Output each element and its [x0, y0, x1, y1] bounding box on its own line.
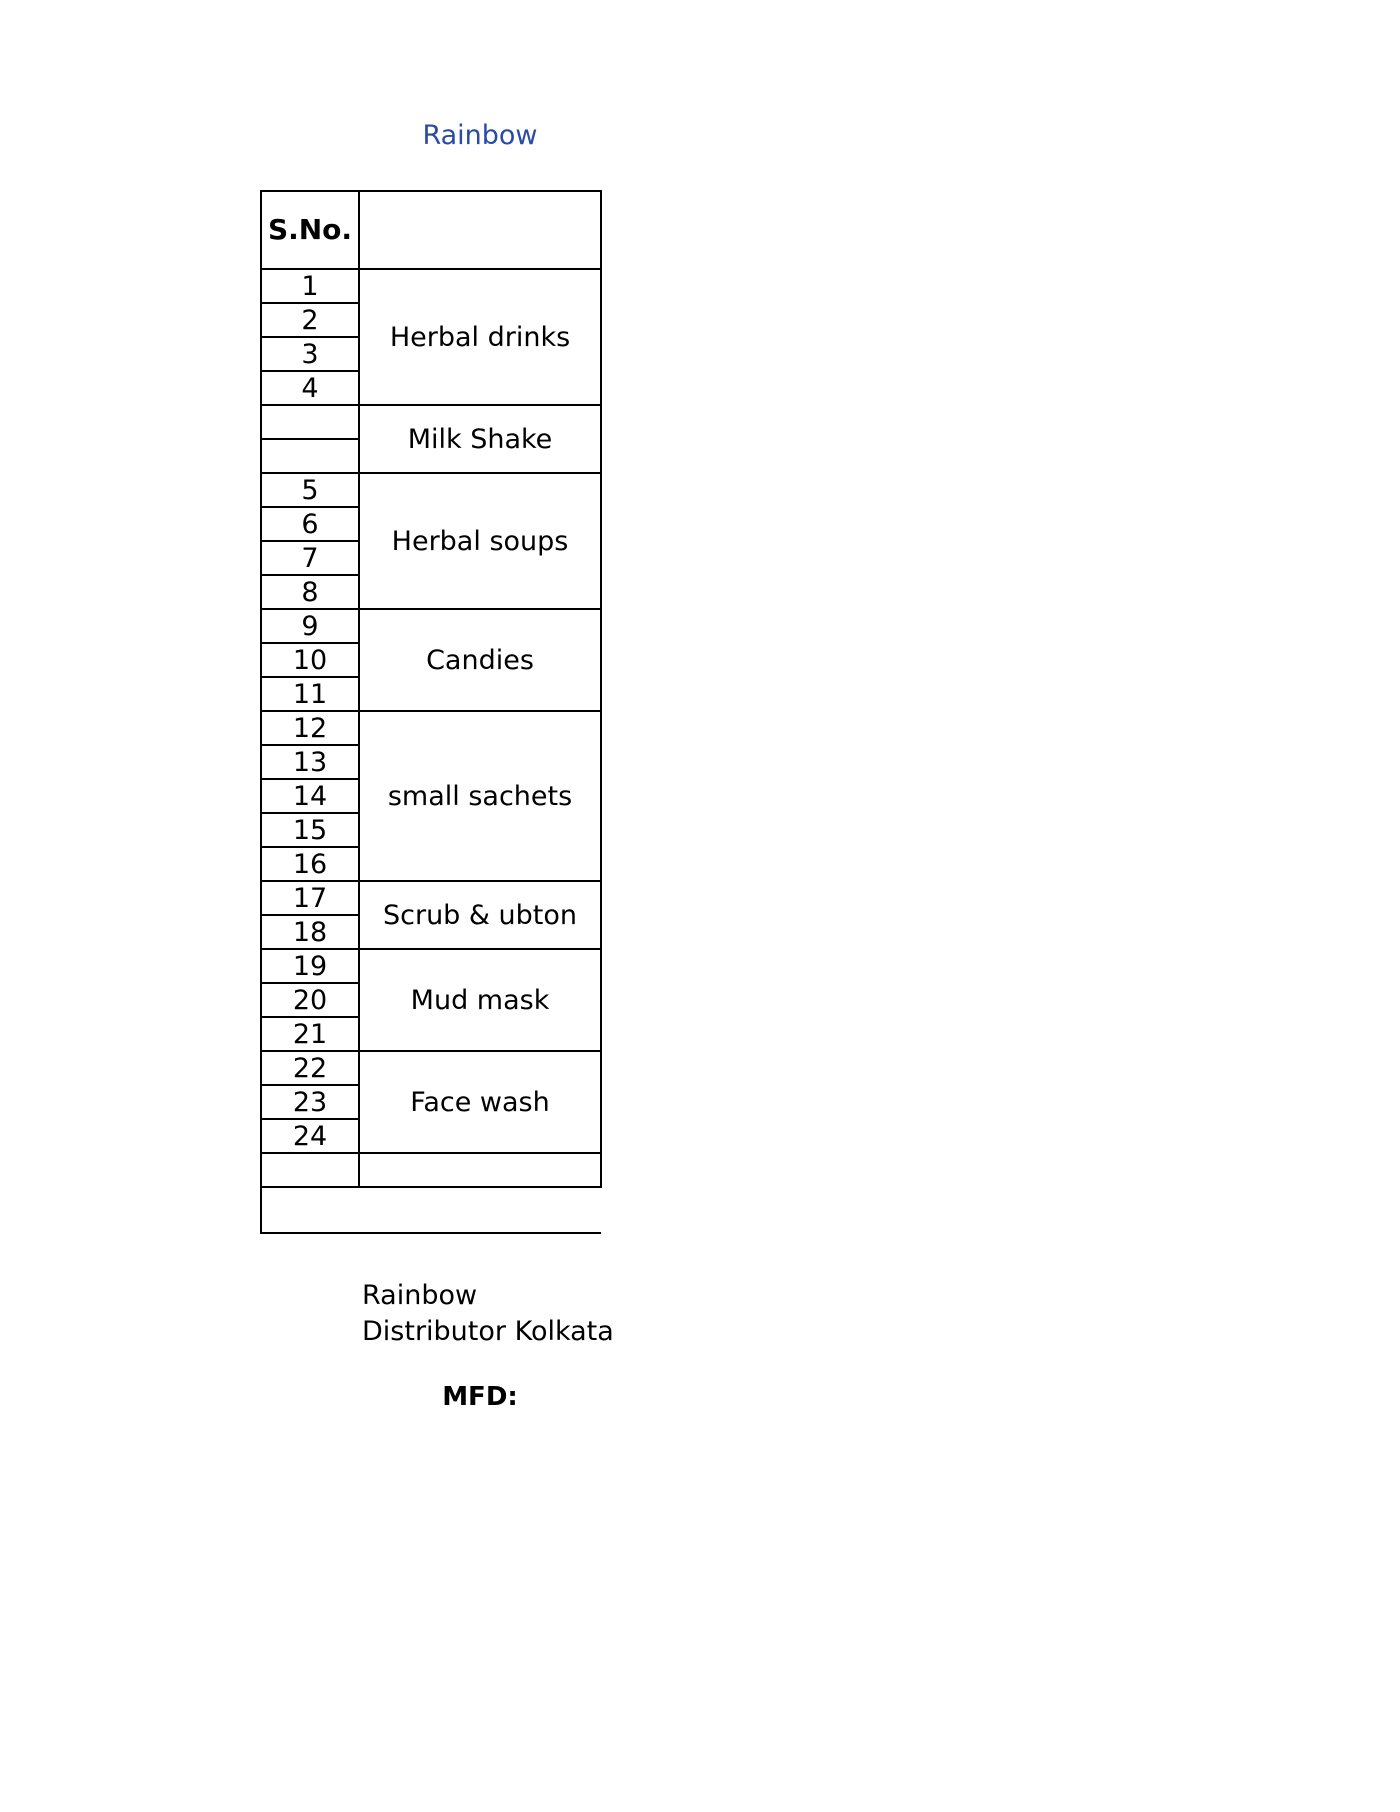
sno-cell: 16	[261, 847, 359, 881]
sno-cell: 10	[261, 643, 359, 677]
sno-cell: 1	[261, 269, 359, 303]
table-row	[261, 881, 601, 915]
distributor-block	[362, 1278, 614, 1350]
table-header-row	[261, 191, 601, 269]
category-cell	[359, 1153, 601, 1187]
sno-cell: 13	[261, 745, 359, 779]
sno-cell: 24	[261, 1119, 359, 1153]
sno-cell: 20	[261, 983, 359, 1017]
sno-cell: 12	[261, 711, 359, 745]
category-cell: small sachets	[359, 711, 601, 881]
table-row	[261, 1051, 601, 1085]
sno-cell: 18	[261, 915, 359, 949]
sno-cell: 21	[261, 1017, 359, 1051]
category-cell: Face wash	[359, 1051, 601, 1153]
category-cell: Scrub & ubton	[359, 881, 601, 949]
sno-cell: 9	[261, 609, 359, 643]
sno-cell: 14	[261, 779, 359, 813]
sno-cell: 2	[261, 303, 359, 337]
sno-cell: 19	[261, 949, 359, 983]
distributor-location: Distributor Kolkata	[362, 1316, 614, 1347]
footer-cell	[261, 1187, 601, 1233]
distributor-name: Rainbow	[362, 1280, 478, 1311]
table-footer-row	[261, 1187, 601, 1233]
table-row	[261, 609, 601, 643]
table-row	[261, 405, 601, 439]
sno-cell: 11	[261, 677, 359, 711]
sno-cell: 7	[261, 541, 359, 575]
category-cell: Herbal soups	[359, 473, 601, 609]
sno-cell: 17	[261, 881, 359, 915]
category-cell: Herbal drinks	[359, 269, 601, 405]
category-cell: Candies	[359, 609, 601, 711]
sno-header: S.No.	[261, 191, 359, 269]
sno-cell: 6	[261, 507, 359, 541]
mfd-label: MFD:	[442, 1382, 518, 1412]
sno-cell	[261, 439, 359, 473]
sno-cell: 22	[261, 1051, 359, 1085]
document-title: Rainbow	[422, 120, 538, 151]
sno-cell: 5	[261, 473, 359, 507]
sno-cell	[261, 1153, 359, 1187]
sno-cell	[261, 405, 359, 439]
sno-cell: 4	[261, 371, 359, 405]
table-row	[261, 711, 601, 745]
table-row	[261, 949, 601, 983]
sno-cell: 3	[261, 337, 359, 371]
sno-cell: 8	[261, 575, 359, 609]
sno-cell: 23	[261, 1085, 359, 1119]
product-table	[260, 190, 602, 1234]
table-row	[261, 473, 601, 507]
category-cell: Mud mask	[359, 949, 601, 1051]
item-header	[359, 191, 601, 269]
sno-cell: 15	[261, 813, 359, 847]
category-cell: Milk Shake	[359, 405, 601, 473]
table-row	[261, 269, 601, 303]
table-row	[261, 1153, 601, 1187]
